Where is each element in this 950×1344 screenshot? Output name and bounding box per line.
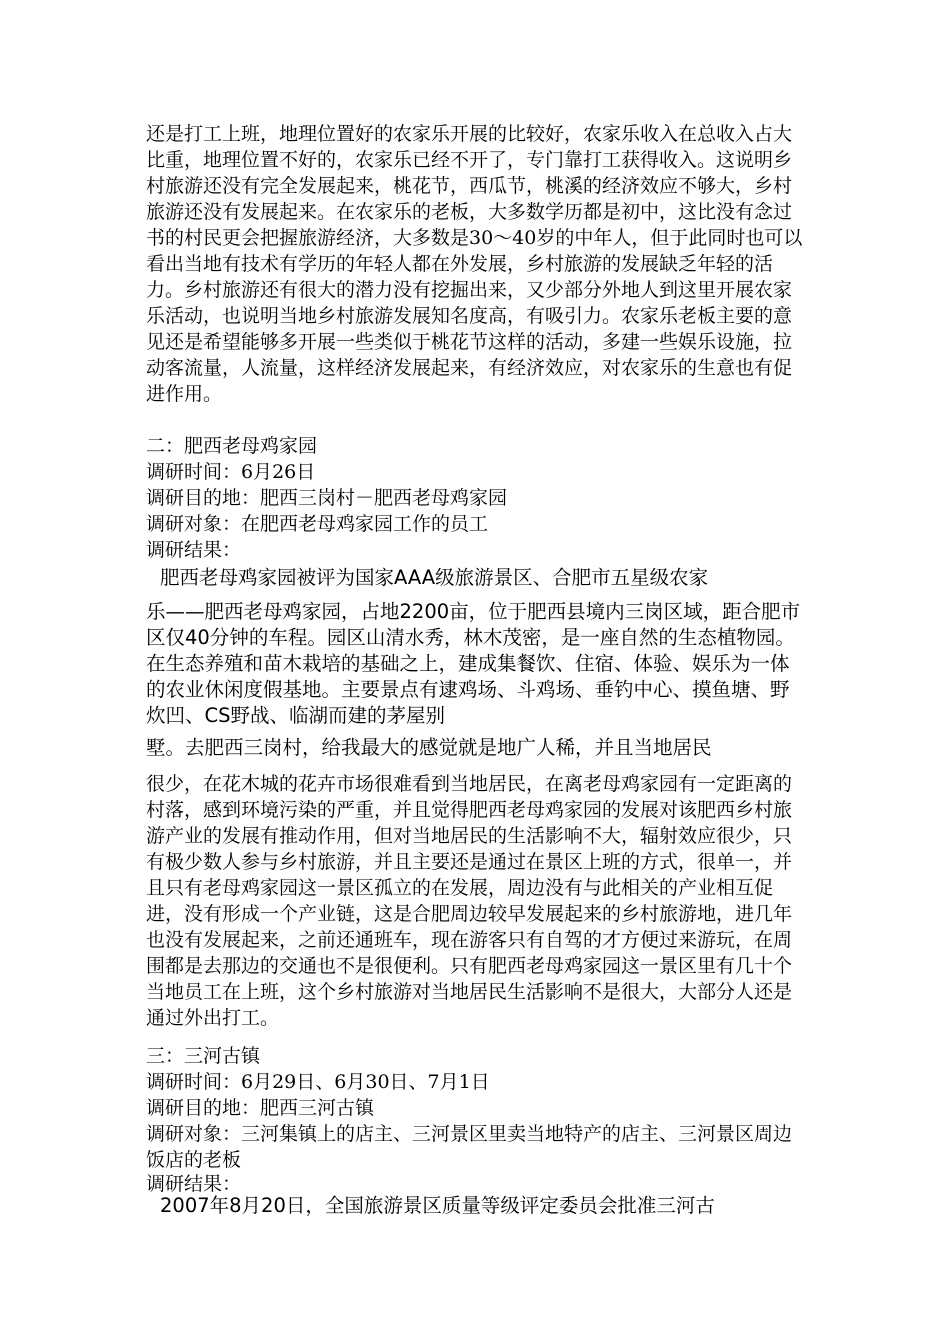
sanhe-intro-line1: 2007年8月20日，全国旅游景区质量等级评定委员会批准三河古 [160, 1194, 715, 1217]
survey-result-label-sanhe: 调研结果： [146, 1173, 242, 1195]
survey-place-sanhe: 调研目的地：肥西三河古镇 [146, 1097, 375, 1119]
survey-time-laomuji: 调研时间：6月26日 [146, 461, 316, 483]
survey-place-laomuji: 调研目的地：肥西三岗村－肥西老母鸡家园 [146, 487, 508, 509]
section-heading-laomuji: 二：肥西老母鸡家园 [146, 435, 318, 457]
survey-result-label-laomuji: 调研结果： [146, 539, 242, 561]
survey-object-sanhe: 调研对象：三河集镇上的店主、三河景区里卖当地特产的店主、三河景区周边饭店的老板 [146, 1123, 793, 1171]
section-heading-sanhe: 三：三河古镇 [146, 1045, 261, 1067]
paragraph-farmhouse-summary: 还是打工上班，地理位置好的农家乐开展的比较好，农家乐收入在总收入占大比重，地理位置不好的，农家乐已经不开了，专门靠打工获得收入。这说明乡村旅游还没有完全发展起来，桃花节，西瓜节，桃溪的经济效应不够大，乡村旅游还没有发展起来。在农家乐的老板，大多数学历都是初中，这比没有念过书的村民更会把握旅游经济，大多数是30～40岁的中年人，但于此同时也可以看出当地有技术有学历的年轻人都在外发展，乡村旅游的发展缺乏年轻的活力。乡村旅游还有很大的潜力没有挖掘出来，又少部分外地人到这里开展农家乐活动，也说明当地乡村旅游发展知名度高，有吸引力。农家乐老板主要的意见还是希望能够多开展一些类似于桃花节这样的活动，多建一些娱乐设施，拉动客流量，人流量，这样经济发展起来，有经济效应，对农家乐的生意也有促进作用。 [146, 123, 803, 405]
laomuji-intro-end-line: 墅。去肥西三岗村，给我最大的感觉就是地广人稀，并且当地居民 [146, 736, 712, 759]
laomuji-intro-paragraph: 乐——肥西老母鸡家园，占地2200亩，位于肥西县境内三岗区域，距合肥市区仅40分钟的车程。园区山清水秀，林木茂密，是一座自然的生态植物园。在生态养殖和苗木栽培的基础之上，建成集餐饮、住宿、体验、娱乐为一体的农业休闲度假基地。主要景点有逮鸡场、斗鸡场、垂钓中心、摸鱼塘、野炊凹、CS野战、临湖而建的茅屋别 [146, 600, 801, 727]
survey-object-laomuji: 调研对象：在肥西老母鸡家园工作的员工 [146, 513, 489, 535]
paragraph-laomuji-impact: 很少，在花木城的花卉市场很难看到当地居民，在离老母鸡家园有一定距离的村落，感到环境污染的严重，并且觉得肥西老母鸡家园的发展对该肥西乡村旅游产业的发展有推动作用，但对当地居民的生活影响不大，辐射效应很少，只有极少数人参与乡村旅游，并且主要还是通过在景区上班的方式，很单一，并且只有老母鸡家园这一景区孤立的在发展，周边没有与此相关的产业相互促进，没有形成一个产业链，这是合肥周边较早发展起来的乡村旅游地，进几年也没有发展起来，之前还通班车，现在游客只有自驾的才方便过来游玩，在周围都是去那边的交通也不是很便利。只有肥西老母鸡家园这一景区里有几十个当地员工在上班，这个乡村旅游对当地居民生活影响不是很大，大部分人还是通过外出打工。 [146, 773, 793, 1029]
laomuji-intro-line1: 肥西老母鸡家园被评为国家AAA级旅游景区、合肥市五星级农家 [160, 566, 709, 589]
survey-time-sanhe: 调研时间：6月29日、6月30日、7月1日 [146, 1071, 490, 1093]
